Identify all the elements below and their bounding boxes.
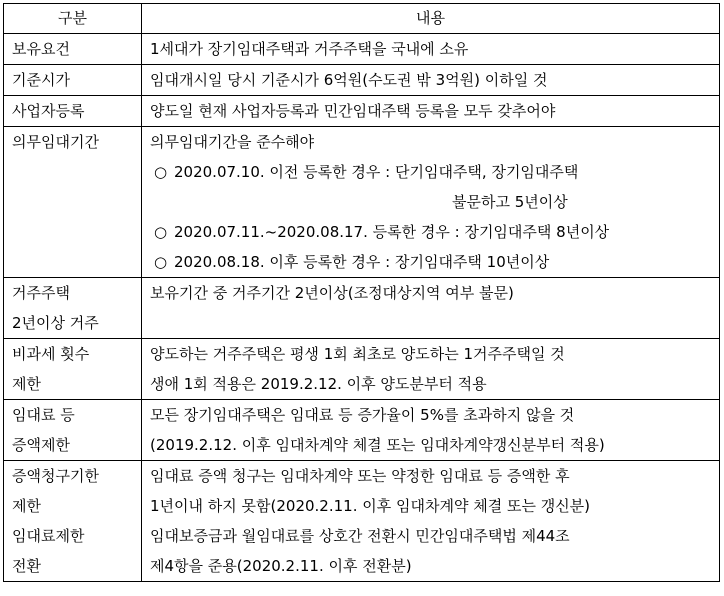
row-content-line: 생애 1회 적용은 2019.2.12. 이후 양도분부터 적용: [150, 375, 487, 393]
row-label-line: 제한: [12, 497, 41, 515]
row-label: [4, 127, 142, 278]
header-category: 구분: [4, 4, 142, 34]
row-content-line: 임대보증금과 월임대료를 상호간 전환시 민간임대주택법 제44조: [150, 527, 570, 545]
bullet-text: 2020.07.10. 이전 등록한 경우 : 단기임대주택, 장기임대주택: [174, 163, 579, 181]
row-label-line: 증액청구기한: [12, 467, 99, 485]
row-label-line: 제한: [12, 375, 41, 393]
row-content-line: (2019.2.12. 이후 임대차계약 체결 또는 임대차계약갱신분부터 적용): [150, 436, 605, 454]
row-content-line: 임대료 증액 청구는 임대차계약 또는 약정한 임대료 등 증액한 후: [150, 467, 570, 485]
row-content-line: 양도하는 거주주택은 평생 1회 최초로 양도하는 1거주주택일 것: [150, 345, 565, 363]
row-label-line: 임대료제한: [12, 527, 85, 545]
row-label: [4, 461, 142, 582]
table-header-row: [4, 4, 720, 34]
bullet-item: [150, 157, 713, 187]
table-row: [4, 278, 720, 339]
row-label-line: 전환: [12, 557, 41, 575]
row-label: [4, 34, 142, 65]
row-content: [142, 461, 720, 582]
row-content-line: 보유기간 중 거주기간 2년이상(조정대상지역 여부 불문): [150, 284, 514, 302]
row-label-line: 증액제한: [12, 436, 70, 454]
bullet-item: [150, 247, 713, 277]
bullet-item: [150, 217, 713, 247]
row-label-line: 임대료 등: [12, 406, 75, 424]
conditions-table-wrapper: [3, 3, 720, 582]
row-label: [4, 400, 142, 461]
row-content-line: 양도일 현재 사업자등록과 민간임대주택 등록을 모두 갖추어야: [150, 102, 556, 120]
bullet-text: 2020.08.18. 이후 등록한 경우 : 장기임대주택 10년이상: [174, 253, 550, 271]
table-row: [4, 65, 720, 96]
row-content-line: 의무임대기간을 준수해야: [150, 133, 315, 151]
row-label-line: 사업자등록: [12, 102, 85, 120]
bullet-continuation: 불문하고 5년이상: [452, 193, 568, 211]
conditions-table: [3, 3, 720, 582]
table-row: [4, 96, 720, 127]
row-content: [142, 400, 720, 461]
row-content-line: 1세대가 장기임대주택과 거주주택을 국내에 소유: [150, 40, 469, 58]
row-content-line: 제4항을 준용(2020.2.11. 이후 전환분): [150, 557, 412, 575]
bullet-circle-icon: ○: [154, 253, 168, 271]
row-content: [142, 278, 720, 339]
table-row: [4, 34, 720, 65]
row-label-line: 비과세 횟수: [12, 345, 90, 363]
row-content: [142, 127, 720, 278]
bullet-circle-icon: ○: [154, 223, 168, 241]
bullet-circle-icon: ○: [154, 163, 168, 181]
row-label-line: 보유요건: [12, 40, 70, 58]
row-content: [142, 65, 720, 96]
row-label-line: 의무임대기간: [12, 133, 99, 151]
row-content-line: 모든 장기임대주택은 임대료 등 증가율이 5%를 초과하지 않을 것: [150, 406, 575, 424]
row-content-line: 임대개시일 당시 기준시가 6억원(수도권 밖 3억원) 이하일 것: [150, 71, 548, 89]
row-content: [142, 96, 720, 127]
row-content: [142, 339, 720, 400]
row-label-line: 2년이상 거주: [12, 314, 99, 332]
table-row: [4, 400, 720, 461]
row-label-line: 거주주택: [12, 284, 70, 302]
row-label: [4, 278, 142, 339]
table-row: [4, 461, 720, 582]
row-content: [142, 34, 720, 65]
table-row: [4, 339, 720, 400]
header-content: 내용: [142, 4, 720, 34]
row-content-line: 1년이내 하지 못함(2020.2.11. 이후 임대차계약 체결 또는 갱신분): [150, 497, 591, 515]
row-label: [4, 96, 142, 127]
row-label: [4, 339, 142, 400]
row-label-line: 기준시가: [12, 71, 70, 89]
table-row: [4, 127, 720, 278]
row-label: [4, 65, 142, 96]
bullet-text: 2020.07.11.~2020.08.17. 등록한 경우 : 장기임대주택 8년이상: [174, 223, 610, 241]
